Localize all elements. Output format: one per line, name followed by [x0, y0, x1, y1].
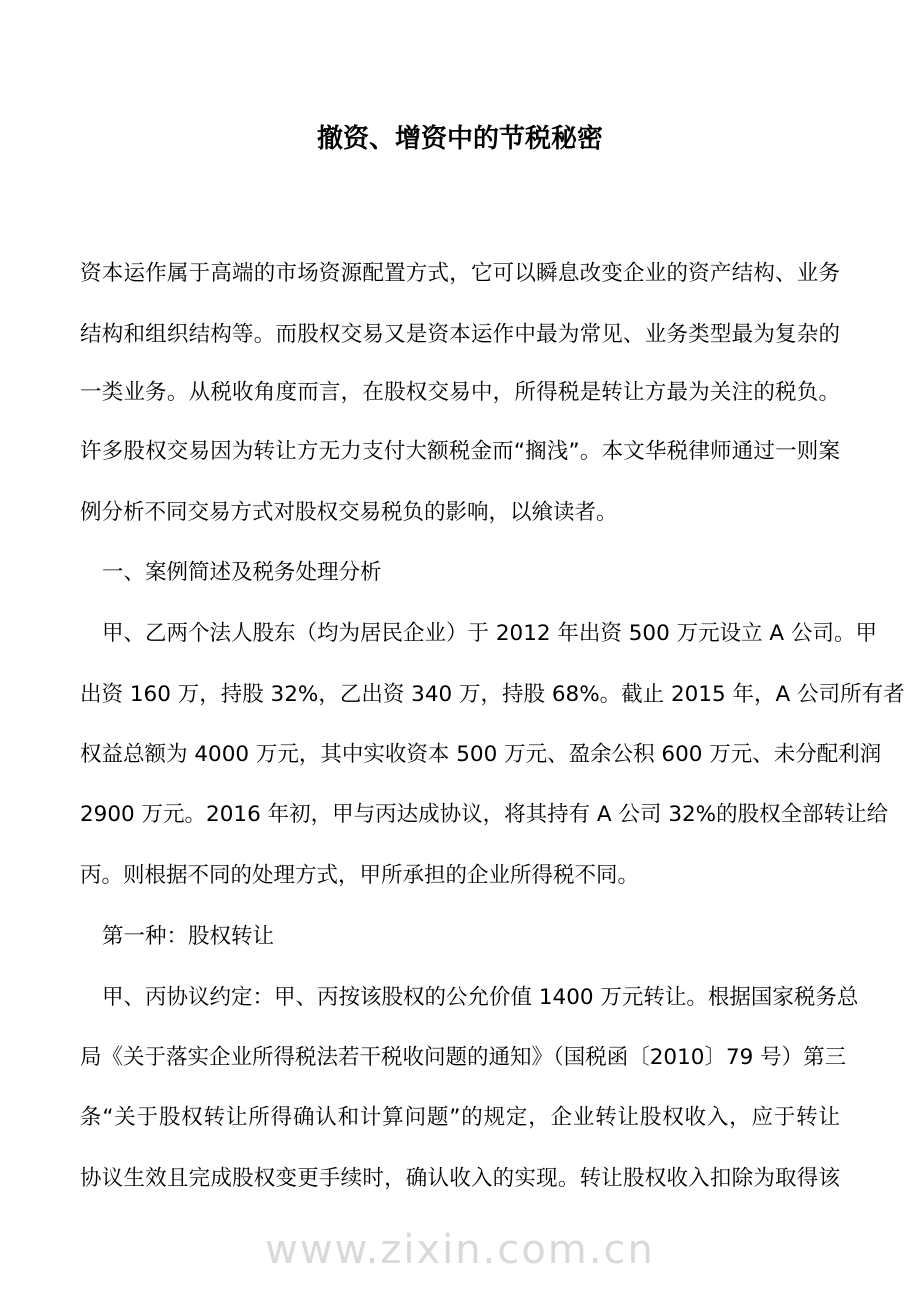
paragraph-line: 例分析不同交易方式对股权交易税负的影响，以飨读者。	[80, 500, 618, 525]
paragraph-line: 甲、乙两个法人股东（均为居民企业）于 2012 年出资 500 万元设立 A 公司。甲	[102, 621, 877, 646]
section-heading: 第一种：股权转让	[102, 924, 275, 949]
paragraph-line: 协议生效且完成股权变更手续时，确认收入的实现。转让股权收入扣除为取得该	[80, 1166, 840, 1191]
section-heading: 一、案例简述及税务处理分析	[102, 560, 382, 585]
paragraph-line: 局《关于落实企业所得税法若干税收问题的通知》（国税函〔2010〕79 号）第三	[80, 1045, 847, 1070]
paragraph-line: 资本运作属于高端的市场资源配置方式，它可以瞬息改变企业的资产结构、业务	[80, 261, 840, 286]
paragraph-line: 丙。则根据不同的处理方式，甲所承担的企业所得税不同。	[80, 863, 640, 888]
paragraph-line: 许多股权交易因为转让方无力支付大额税金而“搁浅”。本文华税律师通过一则案	[80, 439, 840, 464]
paragraph-line: 2900 万元。2016 年初，甲与丙达成协议，将其持有 A 公司 32%的股权全部转让给	[80, 802, 889, 827]
paragraph-line: 出资 160 万，持股 32%，乙出资 340 万，持股 68%。截止 2015 年，A 公司所有者	[80, 682, 905, 707]
paragraph-line: 权益总额为 4000 万元，其中实收资本 500 万元、盈余公积 600 万元、未分配利润	[80, 742, 882, 767]
paragraph-line: 一类业务。从税收角度而言，在股权交易中，所得税是转让方最为关注的税负。	[80, 380, 840, 405]
paragraph-line: 条“关于股权转让所得确认和计算问题”的规定，企业转让股权收入，应于转让	[80, 1105, 840, 1130]
paragraph-line: 甲、丙协议约定：甲、丙按该股权的公允价值 1400 万元转让。根据国家税务总	[102, 985, 859, 1010]
paragraph-line: 结构和组织结构等。而股权交易又是资本运作中最为常见、业务类型最为复杂的	[80, 322, 840, 347]
watermark: www.zixin.com.cn	[265, 1227, 655, 1273]
document-title: 撤资、增资中的节税秘密	[316, 124, 603, 154]
